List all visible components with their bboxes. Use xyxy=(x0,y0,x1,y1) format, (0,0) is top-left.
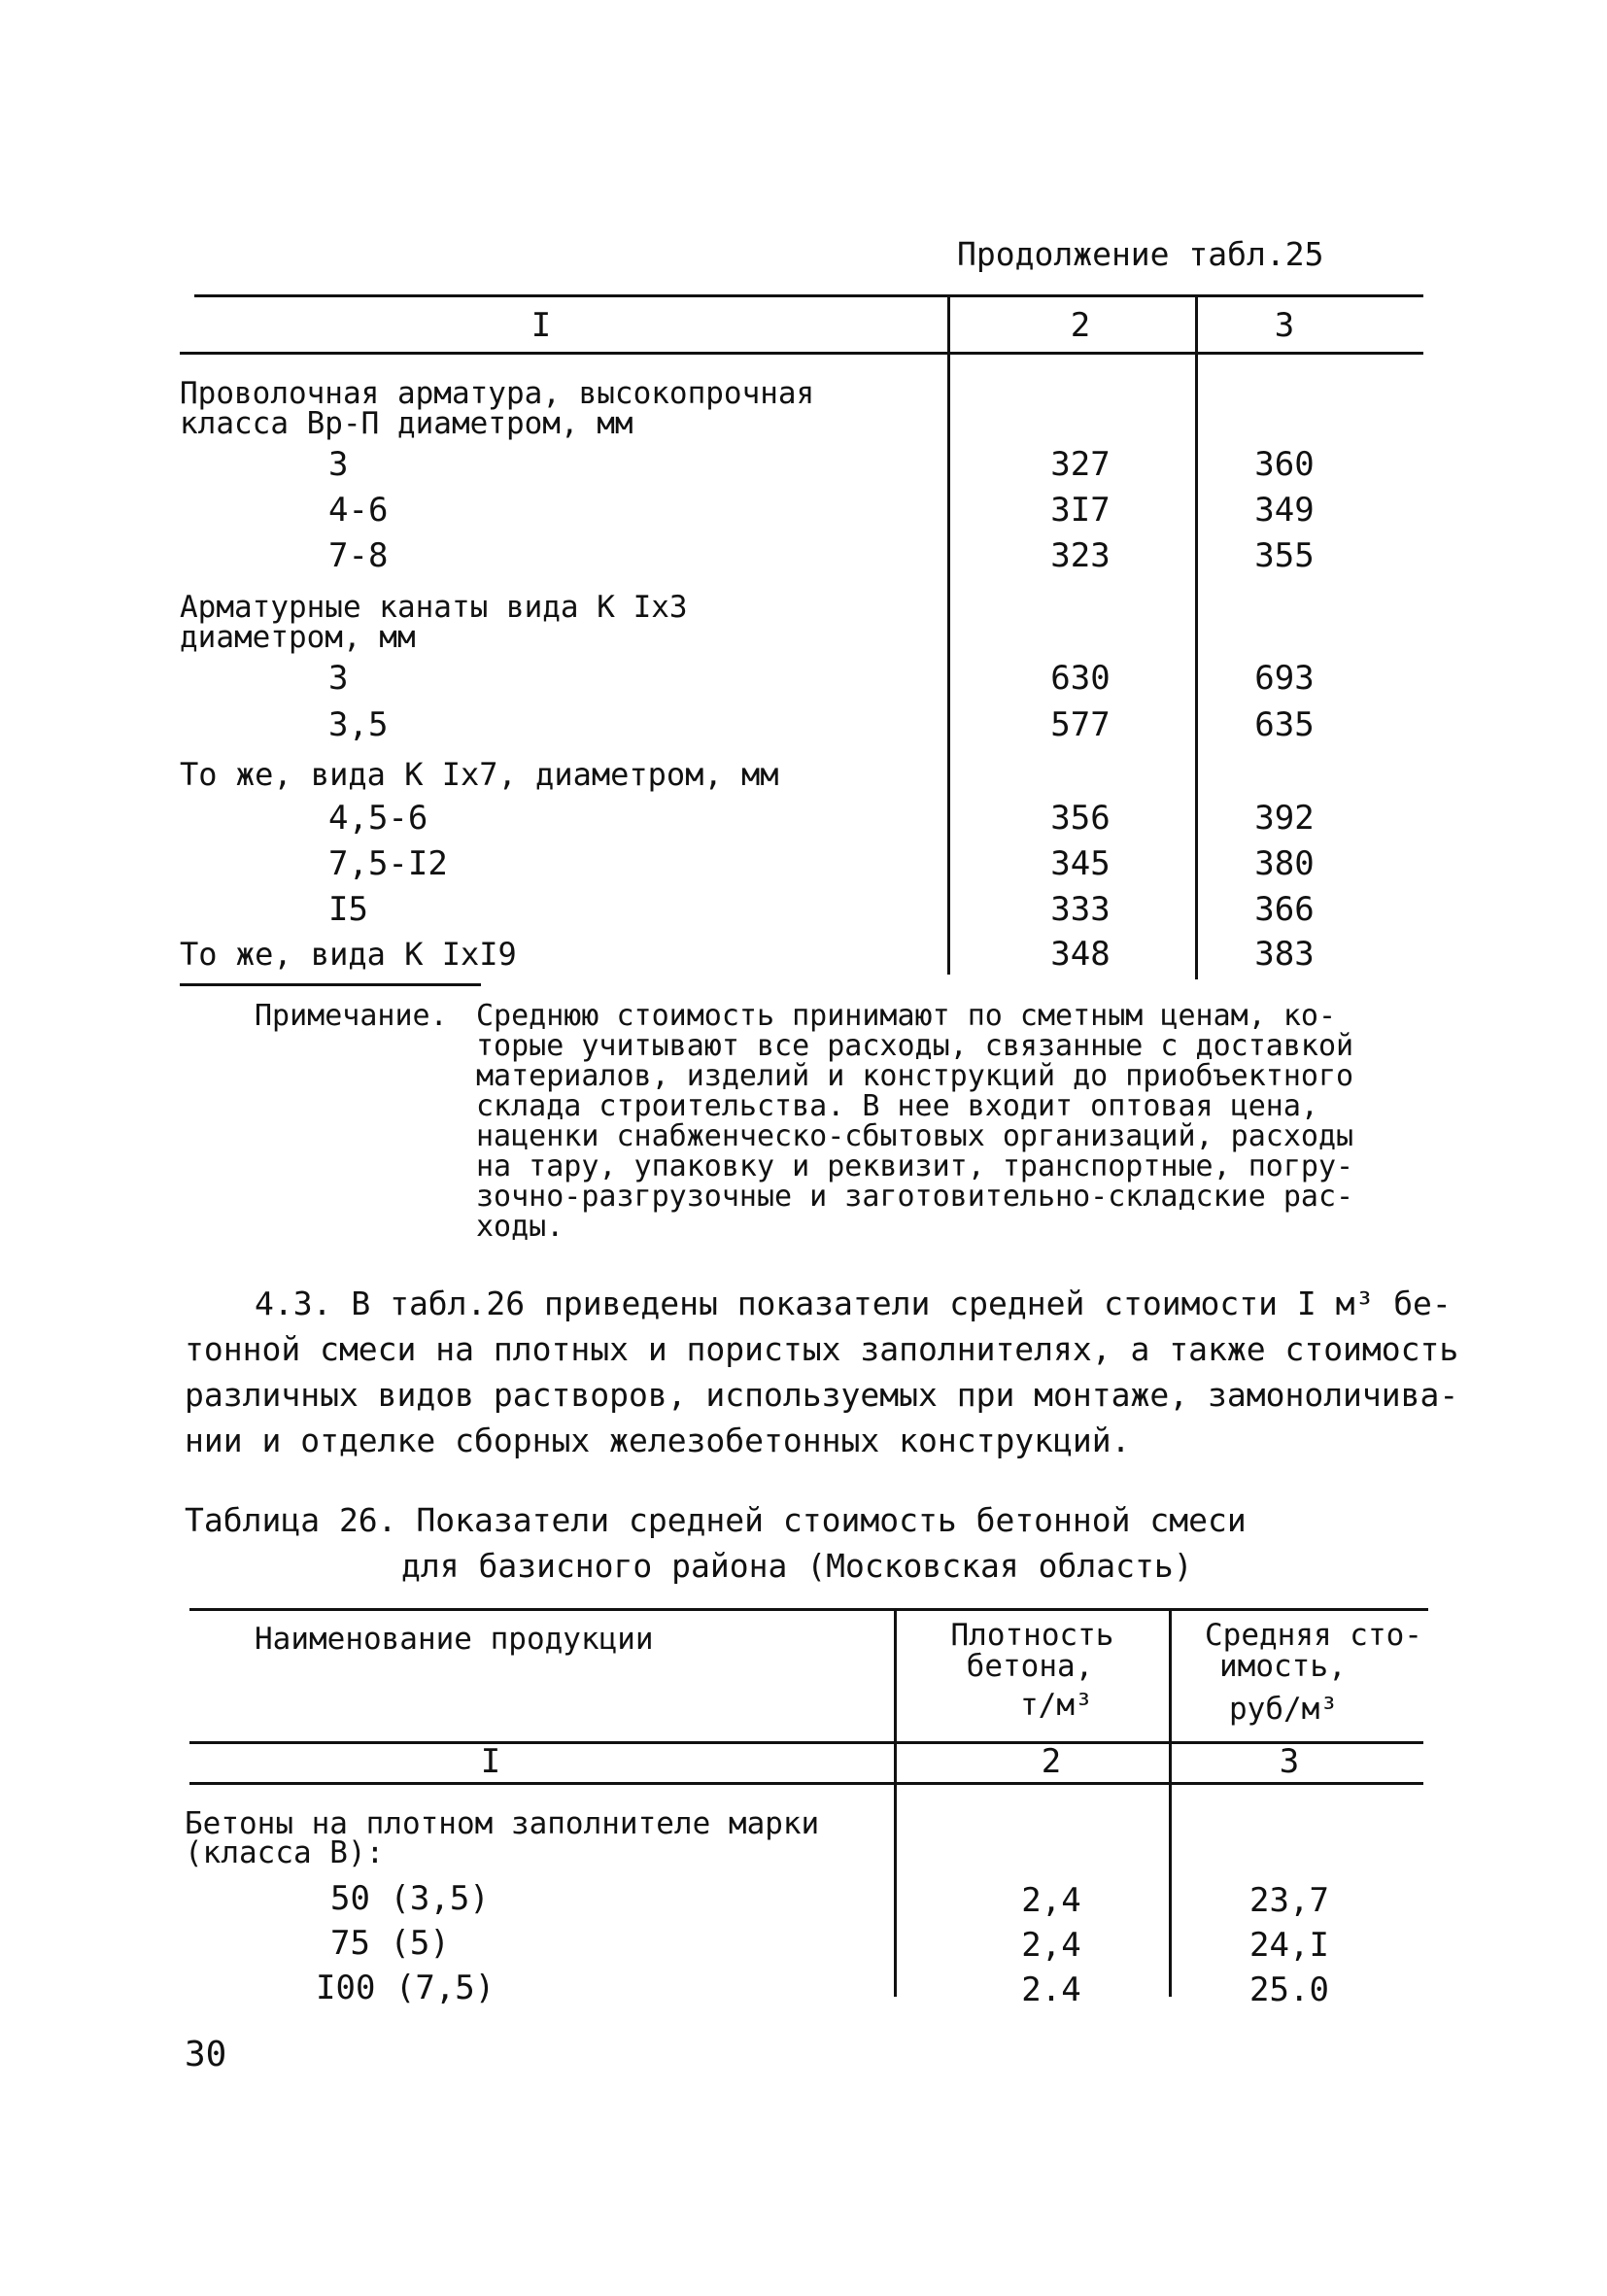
note-line: наценки снабженческо-сбытовых организаций, расходы xyxy=(476,1119,1354,1153)
row-label: 4-6 xyxy=(328,491,389,530)
note-line: на тару, упаковку и реквизит, транспортные, погру- xyxy=(476,1149,1354,1183)
table26-header-cost: имость, xyxy=(1219,1649,1347,1684)
row-label: 3,5 xyxy=(328,705,389,744)
cell-cost: 23,7 xyxy=(1249,1881,1329,1920)
table26-header-density: бетона, xyxy=(966,1649,1094,1684)
table26-header-cost: руб/м³ xyxy=(1229,1692,1338,1727)
paragraph-line: 4.3. В табл.26 приведены показатели средней стоимости I м³ бе- xyxy=(255,1285,1452,1322)
row-label: 50 (3,5) xyxy=(330,1879,490,1918)
table26-number-rule xyxy=(189,1782,1423,1785)
cell-col3: 349 xyxy=(1254,491,1315,530)
cell-col3: 360 xyxy=(1254,445,1315,484)
table25-col-header-3: 3 xyxy=(1274,306,1295,345)
table25-col-divider-2 xyxy=(1195,294,1198,979)
row-label: 4,5-6 xyxy=(328,799,428,838)
table26-col-number: 2 xyxy=(1041,1742,1062,1781)
table26-header-cost: Средняя сто- xyxy=(1205,1618,1422,1653)
cell-density: 2.4 xyxy=(1021,1970,1081,2009)
cell-cost: 25.0 xyxy=(1249,1970,1329,2009)
table26-header-product: Наименование продукции xyxy=(255,1622,654,1657)
row-label: I5 xyxy=(328,890,368,929)
group-title-wire: класса Вр-П диаметром, мм xyxy=(180,406,633,441)
note-line: зочно-разгрузочные и заготовительно-складские рас- xyxy=(476,1180,1354,1214)
cell-density: 2,4 xyxy=(1021,1881,1081,1920)
cell-col3: 366 xyxy=(1254,890,1315,929)
group-title-strand-1x7: То же, вида К Iх7, диаметром, мм xyxy=(180,756,779,793)
table26-col-divider-1 xyxy=(894,1608,897,1997)
table26-col-number: I xyxy=(480,1742,501,1781)
table26-caption: для базисного района (Московская область) xyxy=(401,1547,1193,1585)
table25-col-header-2: 2 xyxy=(1070,306,1091,345)
page-number: 30 xyxy=(185,2035,227,2074)
cell-density: 2,4 xyxy=(1021,1926,1081,1965)
cell-col2: 345 xyxy=(1050,844,1111,883)
note-line: Среднюю стоимость принимают по сметным ценам, ко- xyxy=(476,999,1337,1033)
table26-top-rule xyxy=(189,1608,1428,1611)
cell-col2: 323 xyxy=(1050,536,1111,575)
table26-col-divider-2 xyxy=(1169,1608,1172,1997)
table25-header-rule xyxy=(180,352,1423,355)
row-label: 75 (5) xyxy=(330,1924,450,1963)
group-title-wire: Проволочная арматура, высокопрочная xyxy=(180,376,815,411)
table25-col-header-1: I xyxy=(530,306,552,345)
note-label: Примечание. xyxy=(255,999,448,1033)
row-label: I00 (7,5) xyxy=(316,1969,496,2007)
note-line: ходы. xyxy=(476,1210,564,1244)
row-label: 7-8 xyxy=(328,536,389,575)
table26-caption: Таблица 26. Показатели средней стоимость бетонной смеси xyxy=(185,1501,1247,1539)
paragraph-line: различных видов растворов, используемых при монтаже, замоноличива- xyxy=(185,1376,1459,1414)
table25-top-rule xyxy=(194,294,1423,297)
cell-col3: 383 xyxy=(1254,935,1315,974)
cell-col3: 693 xyxy=(1254,659,1315,698)
table26-col-number: 3 xyxy=(1279,1742,1300,1781)
group-title-strand-1x3: диаметром, мм xyxy=(180,620,416,655)
paragraph-line: тонной смеси на плотных и пористых заполнителях, а также стоимость xyxy=(185,1330,1459,1368)
cell-col2: 327 xyxy=(1050,445,1111,484)
cell-col2: 577 xyxy=(1050,705,1111,744)
continuation-label: Продолжение табл.25 xyxy=(957,235,1324,273)
cell-col2: 630 xyxy=(1050,659,1111,698)
row-label: 3 xyxy=(328,445,349,484)
paragraph-line: нии и отделке сборных железобетонных конструкций. xyxy=(185,1422,1131,1459)
cell-col3: 380 xyxy=(1254,844,1315,883)
cell-col2: 356 xyxy=(1050,799,1111,838)
note-line: торые учитывают все расходы, связанные с доставкой xyxy=(476,1029,1354,1063)
row-label: 3 xyxy=(328,659,349,698)
cell-cost: 24,I xyxy=(1249,1926,1329,1965)
table25-bottom-rule xyxy=(180,983,481,986)
table25-col-divider-1 xyxy=(947,294,950,975)
note-line: материалов, изделий и конструкций до приобъектного xyxy=(476,1059,1354,1093)
table26-header-density: т/м³ xyxy=(1020,1688,1093,1723)
cell-col3: 635 xyxy=(1254,705,1315,744)
cell-col3: 392 xyxy=(1254,799,1315,838)
table26-group-title: (класса В): xyxy=(185,1835,385,1870)
cell-col2: 3I7 xyxy=(1050,491,1111,530)
table26-group-title: Бетоны на плотном заполнителе марки xyxy=(185,1806,820,1841)
cell-col2: 348 xyxy=(1050,935,1111,974)
cell-col2: 333 xyxy=(1050,890,1111,929)
row-label: То же, вида К IхI9 xyxy=(180,936,517,973)
table26-header-density: Плотность xyxy=(950,1618,1114,1653)
note-line: склада строительства. В нее входит оптовая цена, xyxy=(476,1089,1318,1123)
cell-col3: 355 xyxy=(1254,536,1315,575)
row-label: 7,5-I2 xyxy=(328,844,448,883)
group-title-strand-1x3: Арматурные канаты вида К Iх3 xyxy=(180,590,688,625)
